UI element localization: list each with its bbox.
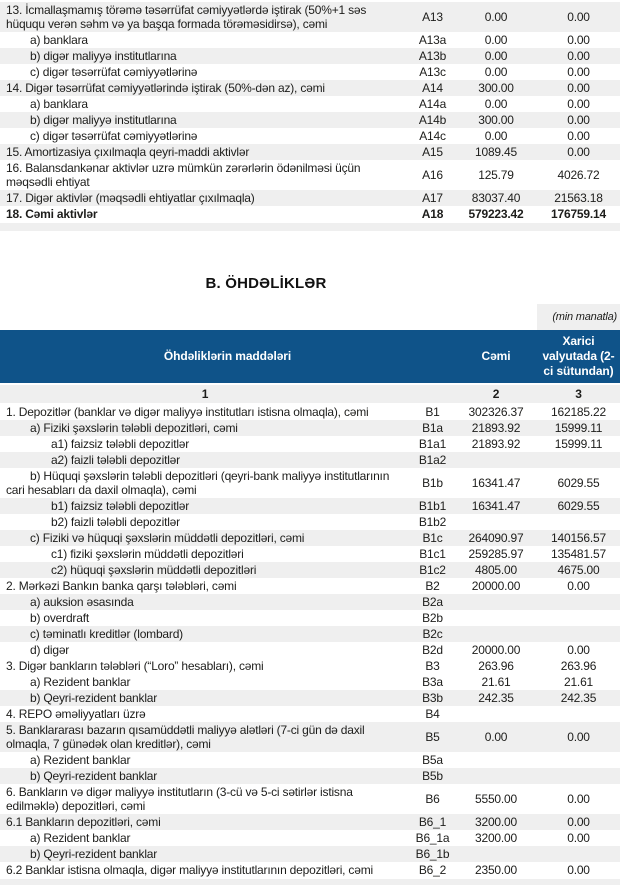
table-row (0, 32, 620, 48)
row-total-value: 300.00 (478, 113, 514, 127)
table-row (0, 530, 620, 546)
row-total-value: 264090.97 (468, 531, 524, 545)
row-label: 17. Digər aktivlər (məqsədli ehtiyatlar çıxılmaqla) (6, 191, 255, 205)
row-total-value: 0.00 (484, 10, 508, 24)
table-row (0, 830, 620, 846)
row-total-value (455, 514, 537, 530)
table-row (0, 128, 620, 144)
row-code: B1b2 (418, 515, 447, 529)
table-row (0, 578, 620, 594)
row-total-value (455, 846, 537, 862)
table-row (0, 190, 620, 206)
column-number-code (410, 384, 455, 404)
row-foreign-currency-value: 242.35 (560, 691, 597, 705)
row-code: B1 (425, 405, 440, 419)
table-row (0, 752, 620, 768)
row-code: B1a1 (418, 437, 447, 451)
row-foreign-currency-value: 6029.55 (557, 476, 600, 490)
row-label: b2) faizli tələbli depozitlər (51, 515, 180, 529)
row-code: A16 (422, 168, 443, 182)
row-label: a) banklara (30, 97, 88, 111)
row-code: B3a (422, 675, 443, 689)
row-label: c2) hüquqi şəxslərin müddətli depozitləri (51, 563, 257, 577)
row-label: a) Fiziki şəxslərin tələbli depozitləri, cəmi (30, 421, 238, 435)
section-b-title: B. ÖHDƏLİKLƏR (205, 275, 327, 292)
row-total-value: 20000.00 (471, 643, 521, 657)
row-total-value (455, 706, 537, 722)
row-total-value: 2350.00 (475, 863, 517, 877)
table-row (0, 626, 620, 642)
row-code: B6_1a (415, 831, 450, 845)
row-label: 18. Cəmi aktivlər (6, 207, 98, 221)
row-label: b) overdraft (30, 611, 89, 625)
unit-note: (min manatla) (537, 304, 620, 330)
row-total-value: 83037.40 (471, 191, 521, 205)
row-code: B3b (422, 691, 443, 705)
table-row (0, 48, 620, 64)
row-total-value (455, 626, 537, 642)
row-code: B1c1 (419, 547, 446, 561)
row-code: B1b (422, 476, 443, 490)
row-code: B1b1 (418, 499, 447, 513)
row-code: A14b (418, 113, 447, 127)
row-foreign-currency-value: 0.00 (567, 113, 590, 127)
row-total-value: 0.00 (484, 730, 508, 744)
row-total-value: 263.96 (478, 659, 514, 673)
liabilities-table-body (0, 384, 620, 878)
row-foreign-currency-value: 0.00 (567, 33, 590, 47)
row-foreign-currency-value: 0.00 (567, 145, 590, 159)
row-label: b) Qeyri-rezident banklar (30, 769, 158, 783)
row-foreign-currency-value: 0.00 (567, 129, 590, 143)
row-foreign-currency-value: 263.96 (560, 659, 597, 673)
row-label: c1) fiziki şəxslərin müddətli depozitləri (51, 547, 244, 561)
row-total-value: 302326.37 (468, 405, 524, 419)
row-label: a2) faizli tələbli depozitlər (51, 453, 180, 467)
row-total-value: 242.35 (478, 691, 514, 705)
table-row (0, 658, 620, 674)
row-label: 6. Bankların və digər maliyyə institutların (3-cü və 5-ci sətirlər istisna edilməklə) depozitləri, cəmi (6, 785, 353, 813)
liabilities-table (0, 330, 620, 878)
row-code: B6_1 (418, 815, 447, 829)
row-code: A18 (421, 207, 444, 221)
row-code: B6 (425, 792, 440, 806)
row-foreign-currency-value: 0.00 (567, 97, 590, 111)
table-row (0, 436, 620, 452)
row-code: B2b (422, 611, 443, 625)
table-row (0, 642, 620, 658)
row-foreign-currency-value: 0.00 (567, 10, 590, 24)
row-foreign-currency-value: 140156.57 (551, 531, 606, 545)
table-row (0, 814, 620, 830)
row-code: B5a (422, 753, 443, 767)
row-label: 1. Depozitlər (banklar və digər maliyyə institutları istisna olmaqla), cəmi (6, 405, 369, 419)
next-row-sliver (0, 879, 620, 885)
row-total-value: 5550.00 (475, 792, 517, 806)
table-row (0, 722, 620, 752)
table-row (0, 690, 620, 706)
row-label: b1) faizsiz tələbli depozitlər (51, 499, 190, 513)
row-code: B2a (422, 595, 443, 609)
row-foreign-currency-value: 162185.22 (551, 405, 606, 419)
assets-table (0, 2, 620, 222)
row-code: B1c (422, 531, 443, 545)
row-total-value (455, 452, 537, 468)
row-label: c) Fiziki və hüquqi şəxslərin müddətli depozitləri, cəmi (30, 531, 305, 545)
row-label: 14. Digər təsərrüfat cəmiyyətlərində iştirak (50%-dən az), cəmi (6, 81, 325, 95)
row-code: A14c (419, 129, 446, 143)
row-code: B5 (425, 730, 440, 744)
table-row (0, 420, 620, 436)
row-total-value (455, 752, 537, 768)
row-label: 4. REPO əməliyyatları üzrə (6, 707, 146, 721)
row-total-value: 20000.00 (471, 579, 521, 593)
row-label: 16. Balansdankənar aktivlər uzrə mümkün zərərlərin ödənilməsi üçün məqsədli ehtiyat (6, 161, 361, 189)
row-code: A13 (422, 10, 443, 24)
row-label: a1) faizsiz tələbli depozitlər (51, 437, 190, 451)
row-foreign-currency-value: 0.00 (567, 730, 590, 744)
row-code: B4 (425, 707, 440, 721)
row-total-value (455, 610, 537, 626)
row-code: B2 (425, 579, 440, 593)
row-code: A14a (418, 97, 447, 111)
table-row (0, 112, 620, 128)
row-code: B2d (422, 643, 443, 657)
column-number-2: 2 (455, 384, 537, 404)
table-row (0, 846, 620, 862)
row-foreign-currency-value: 0.00 (567, 49, 590, 63)
row-total-value: 16341.47 (471, 476, 521, 490)
row-total-value: 3200.00 (475, 815, 517, 829)
row-total-value: 16341.47 (471, 499, 521, 513)
row-foreign-currency-value: 135481.57 (551, 547, 606, 561)
row-label: a) Rezident banklar (30, 831, 131, 845)
row-label: b) digər maliyyə institutlarına (30, 49, 177, 63)
row-total-value: 579223.42 (468, 207, 524, 221)
row-foreign-currency-value: 0.00 (567, 863, 590, 877)
row-label: a) Rezident banklar (30, 675, 131, 689)
row-label: b) Qeyri-rezident banklar (30, 847, 158, 861)
row-label: c) təminatlı kreditlər (lombard) (30, 627, 183, 641)
row-foreign-currency-value (537, 768, 620, 784)
table-row (0, 2, 620, 32)
row-total-value: 21.61 (481, 675, 511, 689)
row-foreign-currency-value: 6029.55 (557, 499, 600, 513)
row-label: 5. Banklararası bazarın qısamüddətli maliyyə alətləri (7-ci gün də daxil olmaqla, 7 günədək olan kreditlər), cəmi (6, 723, 365, 751)
liabilities-table-header (0, 330, 620, 384)
table-row (0, 514, 620, 530)
column-number-3: 3 (537, 384, 620, 404)
row-foreign-currency-value (537, 706, 620, 722)
row-code: B6_2 (418, 863, 447, 877)
row-foreign-currency-value (537, 514, 620, 530)
table-row (0, 706, 620, 722)
row-label: 6.1 Bankların depozitləri, cəmi (6, 815, 161, 829)
row-code: A15 (422, 145, 443, 159)
row-label: d) digər (30, 643, 70, 657)
row-code: B6_1b (415, 847, 450, 861)
row-total-value: 125.79 (478, 168, 514, 182)
row-label: a) Rezident banklar (30, 753, 131, 767)
table-row (0, 160, 620, 190)
assets-table-bottom-bar (0, 223, 620, 231)
row-label: a) auksion əsasında (30, 595, 134, 609)
row-total-value: 3200.00 (475, 831, 517, 845)
row-code: B1a2 (418, 453, 447, 467)
row-foreign-currency-value: 176759.14 (551, 207, 606, 221)
row-label: a) banklara (30, 33, 88, 47)
row-total-value (455, 594, 537, 610)
table-row (0, 206, 620, 222)
row-foreign-currency-value: 21563.18 (554, 191, 603, 205)
row-total-value: 1089.45 (475, 145, 517, 159)
row-label: c) digər təsərrüfat cəmiyyətlərinə (30, 129, 198, 143)
table-row (0, 452, 620, 468)
row-foreign-currency-value (537, 752, 620, 768)
header-foreign-currency-column: Xarici valyutada (2-ci sütundan) (537, 330, 620, 384)
table-row (0, 674, 620, 690)
row-label: 15. Amortizasiya çıxılmaqla qeyri-maddi aktivlər (6, 145, 250, 159)
row-foreign-currency-value: 0.00 (567, 831, 590, 845)
row-total-value: 259285.97 (468, 547, 524, 561)
row-code: A13b (418, 49, 447, 63)
row-total-value: 21893.92 (471, 437, 521, 451)
column-number-1: 1 (0, 384, 410, 404)
row-foreign-currency-value (537, 594, 620, 610)
row-total-value: 0.00 (484, 65, 508, 79)
row-code: A17 (422, 191, 443, 205)
row-foreign-currency-value (537, 846, 620, 862)
row-code: A13a (418, 33, 447, 47)
row-total-value: 21893.92 (471, 421, 521, 435)
table-row (0, 80, 620, 96)
row-foreign-currency-value: 4675.00 (557, 563, 600, 577)
row-label: 13. İcmallaşmamış törəmə təsərrüfat cəmiyyətlərdə iştirak (50%+1 səs hüququ verən səhm və ya başqa formada törəməsidirsə), cəmi (6, 3, 367, 31)
row-total-value: 0.00 (484, 97, 508, 111)
assets-table-section (0, 0, 620, 231)
table-row (0, 862, 620, 878)
row-code: B5b (422, 769, 443, 783)
row-foreign-currency-value (537, 626, 620, 642)
row-label: b) Qeyri-rezident banklar (30, 691, 158, 705)
table-row (0, 144, 620, 160)
row-label: 2. Mərkəzi Bankın banka qarşı tələbləri, cəmi (6, 579, 237, 593)
row-foreign-currency-value: 21.61 (563, 675, 594, 689)
column-numbers-row (0, 384, 620, 404)
table-row (0, 610, 620, 626)
header-total-column: Cəmi (455, 330, 537, 384)
row-code: B2c (422, 627, 443, 641)
row-total-value: 0.00 (484, 33, 508, 47)
row-label: c) digər təsərrüfat cəmiyyətlərinə (30, 65, 198, 79)
row-label: b) digər maliyyə institutlarına (30, 113, 177, 127)
row-foreign-currency-value: 0.00 (567, 643, 590, 657)
row-total-value: 4805.00 (475, 563, 517, 577)
row-foreign-currency-value: 0.00 (567, 81, 590, 95)
row-total-value: 0.00 (484, 129, 508, 143)
row-code: A14 (422, 81, 443, 95)
row-foreign-currency-value: 0.00 (567, 815, 590, 829)
table-row (0, 468, 620, 498)
table-row (0, 562, 620, 578)
row-foreign-currency-value: 15999.11 (554, 421, 603, 435)
row-total-value (455, 768, 537, 784)
row-foreign-currency-value: 0.00 (567, 65, 590, 79)
table-row (0, 498, 620, 514)
table-row (0, 768, 620, 784)
row-label: 3. Digər bankların tələbləri (“Loro” hesabları), cəmi (6, 659, 264, 673)
row-foreign-currency-value: 0.00 (567, 792, 590, 806)
row-foreign-currency-value (537, 610, 620, 626)
row-total-value: 300.00 (478, 81, 514, 95)
table-row (0, 784, 620, 814)
row-foreign-currency-value (537, 452, 620, 468)
table-row (0, 64, 620, 80)
row-foreign-currency-value: 4026.72 (557, 168, 600, 182)
row-foreign-currency-value: 0.00 (567, 579, 590, 593)
row-label: 6.2 Banklar istisna olmaqla, digər maliyyə institutlarının depozitləri, cəmi (6, 863, 373, 877)
unit-note-row (0, 304, 620, 330)
row-label: b) Hüquqi şəxslərin tələbli depozitləri (qeyri-bank maliyyə institutlarının cari hesabları da daxil olmaqla), cəmi (6, 469, 390, 497)
row-code: B3 (425, 659, 440, 673)
assets-table-body (0, 2, 620, 222)
table-row (0, 594, 620, 610)
header-items-column: Öhdəliklərin maddələri (0, 330, 455, 384)
table-row (0, 404, 620, 421)
row-total-value: 0.00 (484, 49, 508, 63)
table-row (0, 96, 620, 112)
row-foreign-currency-value: 15999.11 (554, 437, 603, 451)
row-code: A13c (419, 65, 446, 79)
row-code: B1c2 (419, 563, 446, 577)
row-code: B1a (422, 421, 443, 435)
header-row (0, 330, 620, 384)
table-row (0, 546, 620, 562)
